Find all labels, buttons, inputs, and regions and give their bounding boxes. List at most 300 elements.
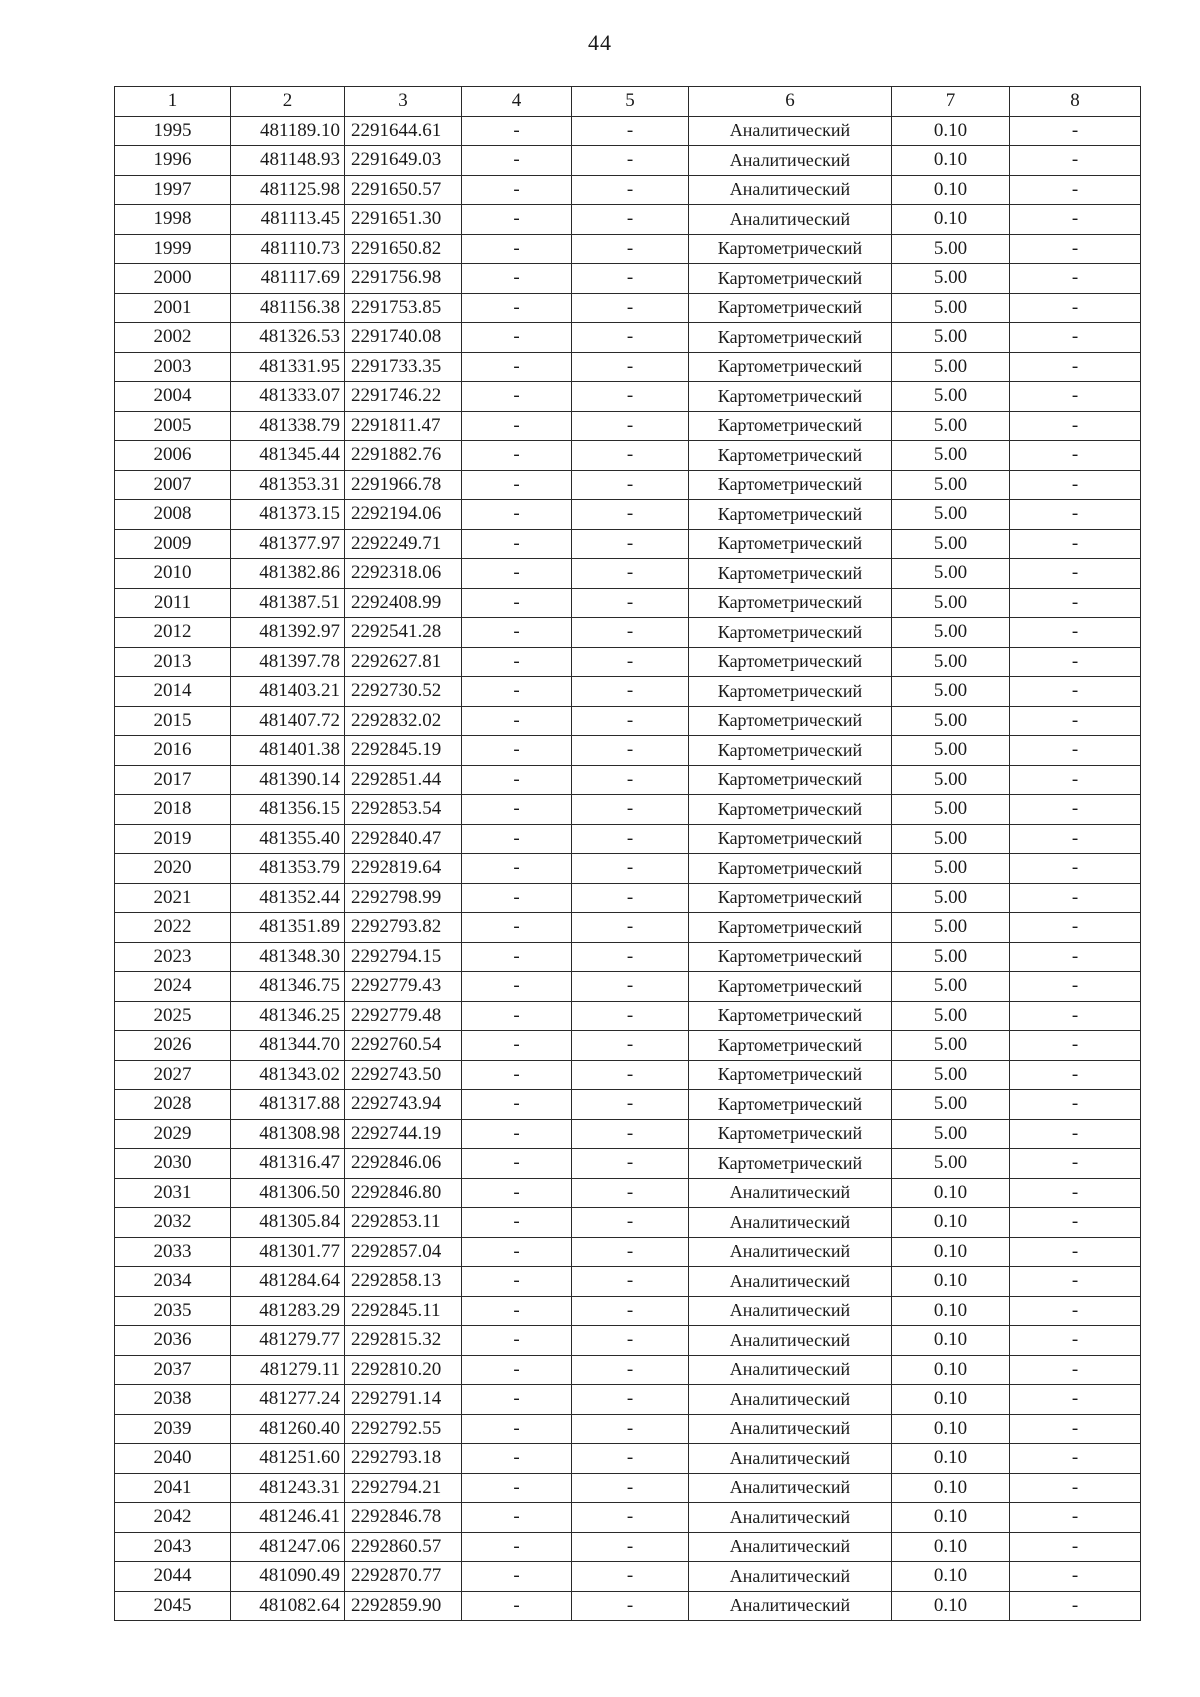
table-row (115, 323, 1141, 353)
point-number-cell: 2026 (115, 1031, 231, 1061)
method-cell: Картометрический (689, 647, 892, 677)
table-row (115, 1385, 1141, 1415)
table-row (115, 1532, 1141, 1562)
point-number-cell: 2011 (115, 588, 231, 618)
column-5-cell: - (572, 913, 689, 943)
x-coordinate-cell: 481277.24 (231, 1385, 345, 1415)
method-cell: Аналитический (689, 1503, 892, 1533)
point-number-cell: 1999 (115, 234, 231, 264)
method-cell: Картометрический (689, 706, 892, 736)
point-number-cell: 2024 (115, 972, 231, 1002)
point-number-cell: 2008 (115, 500, 231, 530)
column-8-cell: - (1010, 972, 1141, 1002)
accuracy-cell: 5.00 (892, 1060, 1010, 1090)
table-row (115, 352, 1141, 382)
column-8-cell: - (1010, 883, 1141, 913)
table-row (115, 588, 1141, 618)
table-row (115, 854, 1141, 884)
point-number-cell: 2027 (115, 1060, 231, 1090)
y-coordinate-cell: 2291756.98 (345, 264, 462, 294)
column-4-cell: - (462, 618, 572, 648)
column-8-cell: - (1010, 382, 1141, 412)
accuracy-cell: 5.00 (892, 500, 1010, 530)
accuracy-cell: 0.10 (892, 1237, 1010, 1267)
column-5-cell: - (572, 1385, 689, 1415)
column-5-cell: - (572, 706, 689, 736)
accuracy-cell: 5.00 (892, 264, 1010, 294)
column-4-cell: - (462, 1562, 572, 1592)
column-5-cell: - (572, 1119, 689, 1149)
y-coordinate-cell: 2291746.22 (345, 382, 462, 412)
column-8-cell: - (1010, 706, 1141, 736)
column-5-cell: - (572, 1473, 689, 1503)
y-coordinate-cell: 2292846.78 (345, 1503, 462, 1533)
column-8-cell: - (1010, 1503, 1141, 1533)
method-cell: Аналитический (689, 1296, 892, 1326)
x-coordinate-cell: 481401.38 (231, 736, 345, 766)
y-coordinate-cell: 2291644.61 (345, 116, 462, 146)
y-coordinate-cell: 2292857.04 (345, 1237, 462, 1267)
method-cell: Картометрический (689, 382, 892, 412)
table-row (115, 1296, 1141, 1326)
accuracy-cell: 0.10 (892, 1591, 1010, 1621)
column-8-cell: - (1010, 264, 1141, 294)
y-coordinate-cell: 2292853.11 (345, 1208, 462, 1238)
column-8-cell: - (1010, 175, 1141, 205)
column-8-cell: - (1010, 1149, 1141, 1179)
x-coordinate-cell: 481333.07 (231, 382, 345, 412)
table-row (115, 441, 1141, 471)
point-number-cell: 2030 (115, 1149, 231, 1179)
accuracy-cell: 5.00 (892, 677, 1010, 707)
column-5-cell: - (572, 116, 689, 146)
accuracy-cell: 0.10 (892, 1414, 1010, 1444)
y-coordinate-cell: 2292318.06 (345, 559, 462, 589)
point-number-cell: 2031 (115, 1178, 231, 1208)
y-coordinate-cell: 2292743.50 (345, 1060, 462, 1090)
point-number-cell: 2036 (115, 1326, 231, 1356)
y-coordinate-cell: 2292858.13 (345, 1267, 462, 1297)
point-number-cell: 2037 (115, 1355, 231, 1385)
accuracy-cell: 0.10 (892, 1355, 1010, 1385)
column-4-cell: - (462, 736, 572, 766)
method-cell: Картометрический (689, 352, 892, 382)
point-number-cell: 2017 (115, 765, 231, 795)
page-number: 44 (588, 30, 612, 55)
x-coordinate-cell: 481306.50 (231, 1178, 345, 1208)
table-row (115, 1326, 1141, 1356)
column-4-cell: - (462, 647, 572, 677)
point-number-cell: 2029 (115, 1119, 231, 1149)
point-number-cell: 2001 (115, 293, 231, 323)
y-coordinate-cell: 2292819.64 (345, 854, 462, 884)
y-coordinate-cell: 2291651.30 (345, 205, 462, 235)
y-coordinate-cell: 2292851.44 (345, 765, 462, 795)
column-5-cell: - (572, 588, 689, 618)
y-coordinate-cell: 2292840.47 (345, 824, 462, 854)
column-5-cell: - (572, 736, 689, 766)
column-4-cell: - (462, 942, 572, 972)
method-cell: Аналитический (689, 1473, 892, 1503)
point-number-cell: 1995 (115, 116, 231, 146)
point-number-cell: 1996 (115, 146, 231, 176)
column-4-cell: - (462, 1296, 572, 1326)
column-8-cell: - (1010, 116, 1141, 146)
point-number-cell: 2014 (115, 677, 231, 707)
accuracy-cell: 5.00 (892, 1149, 1010, 1179)
column-4-cell: - (462, 441, 572, 471)
accuracy-cell: 0.10 (892, 205, 1010, 235)
column-4-cell: - (462, 116, 572, 146)
accuracy-cell: 0.10 (892, 1503, 1010, 1533)
y-coordinate-cell: 2292793.18 (345, 1444, 462, 1474)
column-8-cell: - (1010, 323, 1141, 353)
column-8-cell: - (1010, 618, 1141, 648)
y-coordinate-cell: 2292810.20 (345, 1355, 462, 1385)
column-8-cell: - (1010, 500, 1141, 530)
column-5-cell: - (572, 529, 689, 559)
column-8-cell: - (1010, 441, 1141, 471)
column-5-cell: - (572, 411, 689, 441)
method-cell: Картометрический (689, 441, 892, 471)
y-coordinate-cell: 2292249.71 (345, 529, 462, 559)
column-8-cell: - (1010, 1385, 1141, 1415)
column-8-cell: - (1010, 205, 1141, 235)
y-coordinate-cell: 2291882.76 (345, 441, 462, 471)
point-number-cell: 2025 (115, 1001, 231, 1031)
column-8-cell: - (1010, 1296, 1141, 1326)
column-header-8: 8 (1010, 87, 1141, 117)
method-cell: Аналитический (689, 1414, 892, 1444)
y-coordinate-cell: 2292860.57 (345, 1532, 462, 1562)
column-4-cell: - (462, 1001, 572, 1031)
column-4-cell: - (462, 588, 572, 618)
table-body (115, 116, 1141, 1621)
table-row (115, 1090, 1141, 1120)
column-4-cell: - (462, 529, 572, 559)
column-5-cell: - (572, 234, 689, 264)
method-cell: Картометрический (689, 913, 892, 943)
point-number-cell: 2015 (115, 706, 231, 736)
column-5-cell: - (572, 1414, 689, 1444)
x-coordinate-cell: 481283.29 (231, 1296, 345, 1326)
method-cell: Аналитический (689, 1178, 892, 1208)
column-4-cell: - (462, 382, 572, 412)
column-4-cell: - (462, 1532, 572, 1562)
column-4-cell: - (462, 972, 572, 1002)
x-coordinate-cell: 481351.89 (231, 913, 345, 943)
method-cell: Картометрический (689, 588, 892, 618)
column-8-cell: - (1010, 1473, 1141, 1503)
table-row (115, 618, 1141, 648)
column-4-cell: - (462, 824, 572, 854)
x-coordinate-cell: 481346.75 (231, 972, 345, 1002)
column-4-cell: - (462, 1149, 572, 1179)
x-coordinate-cell: 481397.78 (231, 647, 345, 677)
x-coordinate-cell: 481343.02 (231, 1060, 345, 1090)
table-row (115, 411, 1141, 441)
method-cell: Картометрический (689, 500, 892, 530)
y-coordinate-cell: 2292793.82 (345, 913, 462, 943)
x-coordinate-cell: 481346.25 (231, 1001, 345, 1031)
method-cell: Аналитический (689, 1267, 892, 1297)
x-coordinate-cell: 481403.21 (231, 677, 345, 707)
point-number-cell: 2021 (115, 883, 231, 913)
table-row (115, 1591, 1141, 1621)
column-8-cell: - (1010, 854, 1141, 884)
column-8-cell: - (1010, 1001, 1141, 1031)
y-coordinate-cell: 2292794.21 (345, 1473, 462, 1503)
accuracy-cell: 5.00 (892, 765, 1010, 795)
column-4-cell: - (462, 1444, 572, 1474)
column-4-cell: - (462, 677, 572, 707)
column-5-cell: - (572, 1532, 689, 1562)
column-4-cell: - (462, 293, 572, 323)
column-8-cell: - (1010, 146, 1141, 176)
y-coordinate-cell: 2291649.03 (345, 146, 462, 176)
table-row (115, 500, 1141, 530)
column-5-cell: - (572, 972, 689, 1002)
accuracy-cell: 0.10 (892, 1444, 1010, 1474)
accuracy-cell: 5.00 (892, 234, 1010, 264)
column-8-cell: - (1010, 470, 1141, 500)
method-cell: Картометрический (689, 1119, 892, 1149)
x-coordinate-cell: 481317.88 (231, 1090, 345, 1120)
y-coordinate-cell: 2292853.54 (345, 795, 462, 825)
column-5-cell: - (572, 323, 689, 353)
point-number-cell: 2032 (115, 1208, 231, 1238)
column-8-cell: - (1010, 1591, 1141, 1621)
method-cell: Аналитический (689, 146, 892, 176)
column-4-cell: - (462, 1591, 572, 1621)
table-row (115, 883, 1141, 913)
accuracy-cell: 5.00 (892, 529, 1010, 559)
column-4-cell: - (462, 706, 572, 736)
accuracy-cell: 0.10 (892, 146, 1010, 176)
column-8-cell: - (1010, 1562, 1141, 1592)
accuracy-cell: 0.10 (892, 1296, 1010, 1326)
x-coordinate-cell: 481243.31 (231, 1473, 345, 1503)
column-5-cell: - (572, 146, 689, 176)
accuracy-cell: 0.10 (892, 116, 1010, 146)
point-number-cell: 1997 (115, 175, 231, 205)
column-4-cell: - (462, 1414, 572, 1444)
x-coordinate-cell: 481348.30 (231, 942, 345, 972)
y-coordinate-cell: 2292627.81 (345, 647, 462, 677)
table-row (115, 1237, 1141, 1267)
x-coordinate-cell: 481390.14 (231, 765, 345, 795)
accuracy-cell: 5.00 (892, 647, 1010, 677)
column-5-cell: - (572, 559, 689, 589)
point-number-cell: 2005 (115, 411, 231, 441)
y-coordinate-cell: 2291740.08 (345, 323, 462, 353)
x-coordinate-cell: 481331.95 (231, 352, 345, 382)
method-cell: Картометрический (689, 559, 892, 589)
column-5-cell: - (572, 205, 689, 235)
accuracy-cell: 5.00 (892, 559, 1010, 589)
column-8-cell: - (1010, 942, 1141, 972)
y-coordinate-cell: 2292792.55 (345, 1414, 462, 1444)
column-4-cell: - (462, 1473, 572, 1503)
x-coordinate-cell: 481345.44 (231, 441, 345, 471)
table-row (115, 1060, 1141, 1090)
column-4-cell: - (462, 264, 572, 294)
point-number-cell: 2022 (115, 913, 231, 943)
accuracy-cell: 5.00 (892, 470, 1010, 500)
column-5-cell: - (572, 854, 689, 884)
accuracy-cell: 5.00 (892, 293, 1010, 323)
point-number-cell: 2042 (115, 1503, 231, 1533)
column-8-cell: - (1010, 1355, 1141, 1385)
column-8-cell: - (1010, 824, 1141, 854)
x-coordinate-cell: 481113.45 (231, 205, 345, 235)
x-coordinate-cell: 481356.15 (231, 795, 345, 825)
point-number-cell: 2000 (115, 264, 231, 294)
table-row (115, 1001, 1141, 1031)
column-header-1: 1 (115, 87, 231, 117)
column-4-cell: - (462, 234, 572, 264)
accuracy-cell: 0.10 (892, 175, 1010, 205)
accuracy-cell: 0.10 (892, 1532, 1010, 1562)
y-coordinate-cell: 2292846.06 (345, 1149, 462, 1179)
column-8-cell: - (1010, 913, 1141, 943)
column-8-cell: - (1010, 1178, 1141, 1208)
accuracy-cell: 0.10 (892, 1178, 1010, 1208)
column-8-cell: - (1010, 293, 1141, 323)
x-coordinate-cell: 481148.93 (231, 146, 345, 176)
accuracy-cell: 5.00 (892, 618, 1010, 648)
column-4-cell: - (462, 1090, 572, 1120)
table-row (115, 205, 1141, 235)
point-number-cell: 2040 (115, 1444, 231, 1474)
column-5-cell: - (572, 883, 689, 913)
y-coordinate-cell: 2292832.02 (345, 706, 462, 736)
column-4-cell: - (462, 1355, 572, 1385)
x-coordinate-cell: 481382.86 (231, 559, 345, 589)
table-row (115, 1562, 1141, 1592)
point-number-cell: 2007 (115, 470, 231, 500)
method-cell: Картометрический (689, 883, 892, 913)
accuracy-cell: 5.00 (892, 382, 1010, 412)
y-coordinate-cell: 2292760.54 (345, 1031, 462, 1061)
column-header-2: 2 (231, 87, 345, 117)
accuracy-cell: 0.10 (892, 1326, 1010, 1356)
column-4-cell: - (462, 1208, 572, 1238)
x-coordinate-cell: 481110.73 (231, 234, 345, 264)
x-coordinate-cell: 481301.77 (231, 1237, 345, 1267)
x-coordinate-cell: 481344.70 (231, 1031, 345, 1061)
accuracy-cell: 5.00 (892, 1119, 1010, 1149)
table-row (115, 706, 1141, 736)
table-row (115, 972, 1141, 1002)
column-8-cell: - (1010, 411, 1141, 441)
point-number-cell: 2023 (115, 942, 231, 972)
method-cell: Аналитический (689, 175, 892, 205)
column-5-cell: - (572, 647, 689, 677)
column-5-cell: - (572, 1031, 689, 1061)
column-5-cell: - (572, 618, 689, 648)
column-4-cell: - (462, 1267, 572, 1297)
accuracy-cell: 5.00 (892, 913, 1010, 943)
y-coordinate-cell: 2292859.90 (345, 1591, 462, 1621)
column-5-cell: - (572, 1562, 689, 1592)
column-8-cell: - (1010, 1326, 1141, 1356)
column-5-cell: - (572, 1060, 689, 1090)
column-5-cell: - (572, 1149, 689, 1179)
x-coordinate-cell: 481352.44 (231, 883, 345, 913)
method-cell: Картометрический (689, 411, 892, 441)
accuracy-cell: 5.00 (892, 411, 1010, 441)
column-8-cell: - (1010, 234, 1141, 264)
accuracy-cell: 5.00 (892, 588, 1010, 618)
table-row (115, 1119, 1141, 1149)
accuracy-cell: 0.10 (892, 1562, 1010, 1592)
column-4-cell: - (462, 1031, 572, 1061)
method-cell: Картометрический (689, 1060, 892, 1090)
column-5-cell: - (572, 1591, 689, 1621)
accuracy-cell: 5.00 (892, 352, 1010, 382)
column-8-cell: - (1010, 1031, 1141, 1061)
column-4-cell: - (462, 352, 572, 382)
accuracy-cell: 0.10 (892, 1385, 1010, 1415)
table-row (115, 677, 1141, 707)
column-8-cell: - (1010, 1208, 1141, 1238)
column-5-cell: - (572, 293, 689, 323)
method-cell: Картометрический (689, 529, 892, 559)
point-number-cell: 2018 (115, 795, 231, 825)
point-number-cell: 2035 (115, 1296, 231, 1326)
column-4-cell: - (462, 175, 572, 205)
accuracy-cell: 5.00 (892, 736, 1010, 766)
x-coordinate-cell: 481338.79 (231, 411, 345, 441)
point-number-cell: 2043 (115, 1532, 231, 1562)
column-8-cell: - (1010, 529, 1141, 559)
column-4-cell: - (462, 205, 572, 235)
column-8-cell: - (1010, 588, 1141, 618)
table-row (115, 1503, 1141, 1533)
x-coordinate-cell: 481125.98 (231, 175, 345, 205)
x-coordinate-cell: 481377.97 (231, 529, 345, 559)
table-row (115, 559, 1141, 589)
table-row (115, 116, 1141, 146)
y-coordinate-cell: 2292408.99 (345, 588, 462, 618)
table-row (115, 1473, 1141, 1503)
column-8-cell: - (1010, 1060, 1141, 1090)
column-8-cell: - (1010, 1119, 1141, 1149)
column-4-cell: - (462, 500, 572, 530)
column-5-cell: - (572, 942, 689, 972)
y-coordinate-cell: 2292845.11 (345, 1296, 462, 1326)
column-5-cell: - (572, 1178, 689, 1208)
method-cell: Аналитический (689, 1444, 892, 1474)
point-number-cell: 2019 (115, 824, 231, 854)
column-header-3: 3 (345, 87, 462, 117)
column-8-cell: - (1010, 1414, 1141, 1444)
method-cell: Аналитический (689, 116, 892, 146)
table-row (115, 1208, 1141, 1238)
method-cell: Картометрический (689, 1001, 892, 1031)
table-row (115, 529, 1141, 559)
column-8-cell: - (1010, 559, 1141, 589)
accuracy-cell: 0.10 (892, 1267, 1010, 1297)
column-8-cell: - (1010, 1532, 1141, 1562)
column-4-cell: - (462, 854, 572, 884)
point-number-cell: 2002 (115, 323, 231, 353)
y-coordinate-cell: 2292845.19 (345, 736, 462, 766)
accuracy-cell: 0.10 (892, 1208, 1010, 1238)
x-coordinate-cell: 481355.40 (231, 824, 345, 854)
column-5-cell: - (572, 470, 689, 500)
